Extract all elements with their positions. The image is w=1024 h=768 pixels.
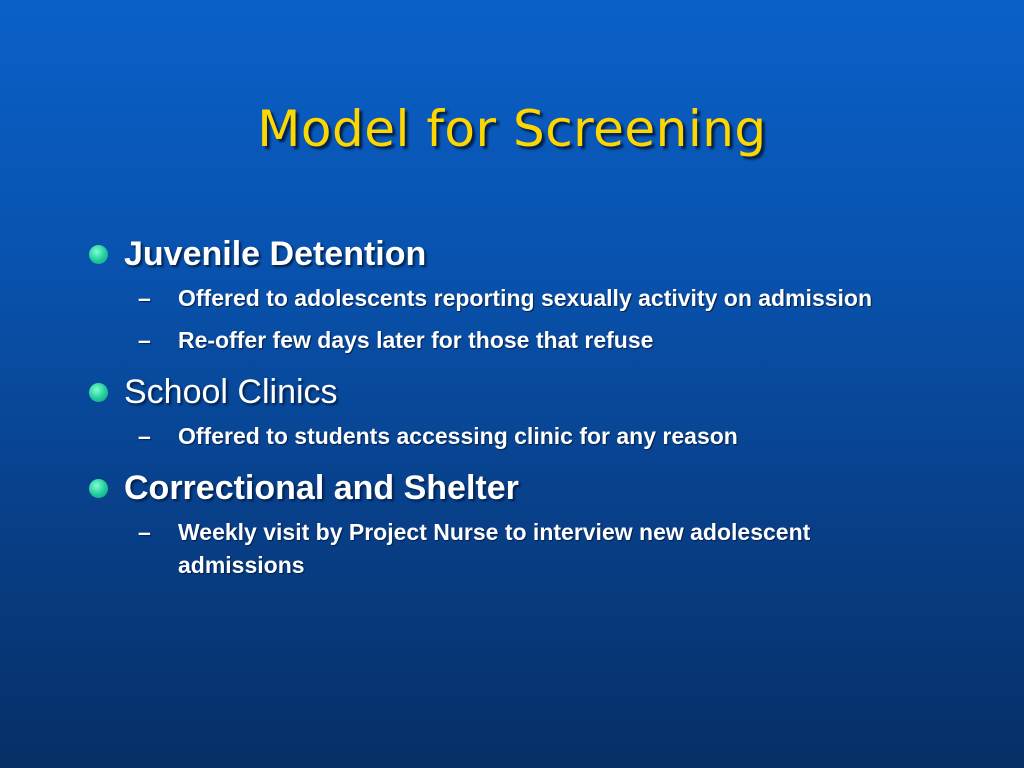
- sub-bullet-item: [86, 516, 946, 582]
- bullet-dot-icon: [89, 245, 108, 264]
- sub-bullet-list: [86, 420, 946, 453]
- sub-bullet-item: [86, 324, 946, 357]
- sub-bullet-text: Weekly visit by Project Nurse to interview new adolescent admissions: [178, 519, 811, 578]
- section-juvenile-detention: [86, 228, 946, 357]
- sub-bullet-item: [86, 282, 946, 315]
- bullet-row: [86, 228, 946, 280]
- section-heading: Correctional and Shelter: [124, 468, 519, 507]
- sub-bullet-text: Re-offer few days later for those that refuse: [178, 327, 654, 353]
- section-heading: School Clinics: [124, 372, 338, 411]
- sub-bullet-text: Offered to adolescents reporting sexually activity on admission: [178, 285, 873, 311]
- section-school-clinics: [86, 366, 946, 453]
- section-correctional-shelter: [86, 462, 946, 582]
- bullet-dot-icon: [89, 479, 108, 498]
- sub-bullet-list: [86, 282, 946, 357]
- bullet-dot-icon: [89, 383, 108, 402]
- dash-icon: –: [138, 423, 151, 449]
- bullet-row: [86, 462, 946, 514]
- sub-bullet-list: [86, 516, 946, 582]
- sub-bullet-text: Offered to students accessing clinic for any reason: [178, 423, 738, 449]
- sub-bullet-item: [86, 420, 946, 453]
- slide-content: [86, 228, 946, 591]
- slide-title: Model for Screening: [257, 100, 767, 158]
- bullet-row: [86, 366, 946, 418]
- dash-icon: –: [138, 519, 151, 545]
- dash-icon: –: [138, 285, 151, 311]
- dash-icon: –: [138, 327, 151, 353]
- section-heading: Juvenile Detention: [124, 234, 427, 273]
